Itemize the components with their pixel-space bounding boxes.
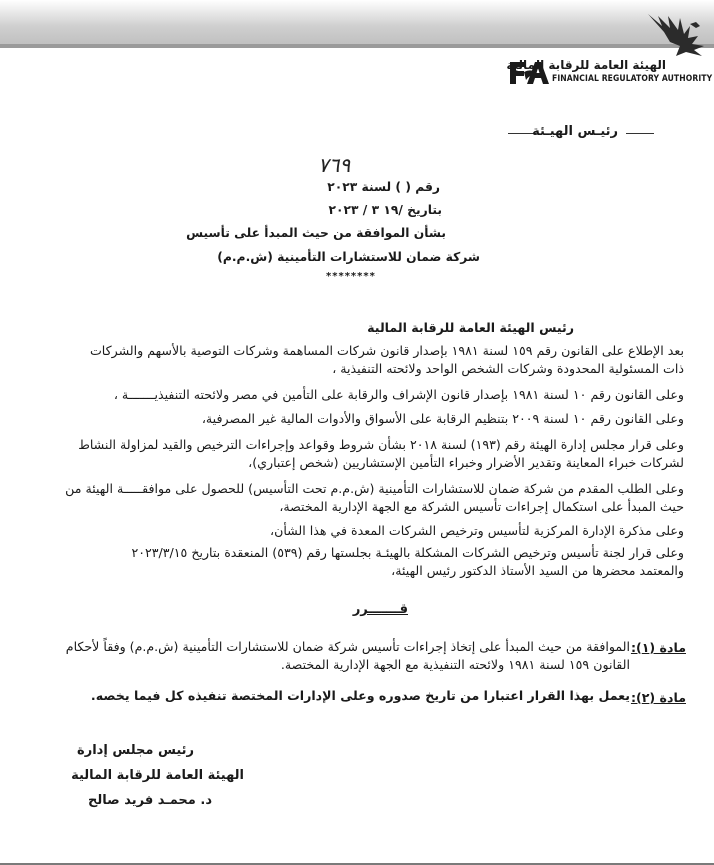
recital-4-line2: لشركات خبراء المعاينة وتقدير الأضرار وخبراء التأمين الإستشاريين (شخص إعتباري)، [248, 455, 684, 470]
recital-3: وعلى القانون رقم ١٠ لسنة ٢٠٠٩ بتنظيم الرقابة على الأسواق والأدوات المالية غير المصرفية، [201, 411, 684, 426]
decree-date: بتاريخ /١٩ ٣ / ٢٠٢٣ [328, 203, 442, 217]
decree-stars: ******** [326, 271, 376, 282]
recital-1 [24, 342, 684, 378]
article-1-line1: الموافقة من حيث المبدأ على إتخاذ إجراءات تأسيس شركة ضمان للاستشارات التأمينية (ش.م.م) وفقاً لأحكام [65, 639, 630, 654]
recital-4 [24, 436, 684, 472]
recital-7-line2: والمعتمد محضرها من السيد الأستاذ الدكتور رئيس الهيئة، [391, 563, 684, 578]
recital-7 [24, 544, 684, 580]
article-2-text: يعمل بهذا القرار اعتبارا من تاريخ صدوره وعلى الإدارات المختصة تنفيذه كل فيما يخصه. [90, 688, 630, 703]
recital-5-line1: وعلى الطلب المقدم من شركة ضمان للاستشارات التأمينية (ش.م.م تحت التأسيس) للحصول على موافقـــــة الهيئة من [65, 481, 684, 496]
decree-subject-line2: شركة ضمان للاستشارات التأمينية (ش.م.م) [217, 250, 480, 264]
dash-right [626, 133, 654, 134]
recital-6: وعلى مذكرة الإدارة المركزية لتأسيس وترخيص الشركات المعدة في هذا الشأن، [270, 523, 684, 538]
decree-number-handwritten: ٧٦٩ [318, 153, 351, 177]
signature-name: د. محمـد فريد صالح [88, 793, 212, 808]
recital-2: وعلى القانون رقم ١٠ لسنة ١٩٨١ بإصدار قانون الإشراف والرقابة على التأمين في مصر ولائحته التنفيذيـــــــة ، [113, 387, 684, 402]
recital-5-line2: حيث المبدأ على استكمال إجراءات تأسيس الشركة مع الجهة الإدارية المختصة، [279, 499, 684, 514]
org-name-english: FINANCIAL REGULATORY AUTHORITY [552, 74, 713, 84]
article-1-label: مادة (١): [630, 640, 686, 655]
opening-line: رئيس الهيئة العامة للرقابة المالية [367, 320, 574, 335]
decree-subject-line1: بشأن الموافقة من حيث المبدأ على تأسيس [186, 226, 446, 240]
article-1-line2: القانون ١٥٩ لسنة ١٩٨١ ولائحته التنفيذية مع الجهة الإدارية المختصة. [280, 657, 630, 672]
recital-1-line2: ذات المسئولية المحدودة وشركات الشخص الواحد ولائحته التنفيذية ، [332, 361, 684, 376]
org-name-arabic: الهيئة العامة للرقابة المالية [506, 58, 666, 72]
signature-org: الهيئة العامة للرقابة المالية [71, 768, 244, 783]
recital-1-line1: بعد الإطلاع على القانون رقم ١٥٩ لسنة ١٩٨١ بإصدار قانون شركات المساهمة وشركات التوصية بالأسهم والشركات [89, 343, 684, 358]
addressee: رئيـس الهيـئة [532, 124, 618, 139]
fra-logo [506, 6, 713, 90]
article-2-label: مادة (٢): [630, 690, 686, 705]
recital-4-line1: وعلى قرار مجلس إدارة الهيئة رقم (١٩٣) لسنة ٢٠١٨ بشأن شروط وقواعد وإجراءات الترخيص والقيد لمزاولة النشاط [78, 437, 684, 452]
recital-5 [24, 480, 684, 516]
signature-title: رئيس مجلس إدارة [77, 743, 194, 758]
article-1-text [66, 638, 630, 674]
eagle-icon [646, 6, 708, 58]
recital-7-line1: وعلى قرار لجنة تأسيس وترخيص الشركات المشكلة بالهيئـة بجلستها رقم (٥٣٩) المنعقدة بتاريخ ٢٠٢٣/٣/١٥ [131, 545, 684, 560]
decree-number: رقم ( ) لسنة ٢٠٢٣ [327, 180, 440, 194]
decides-heading: قـــــــرر [352, 602, 408, 617]
